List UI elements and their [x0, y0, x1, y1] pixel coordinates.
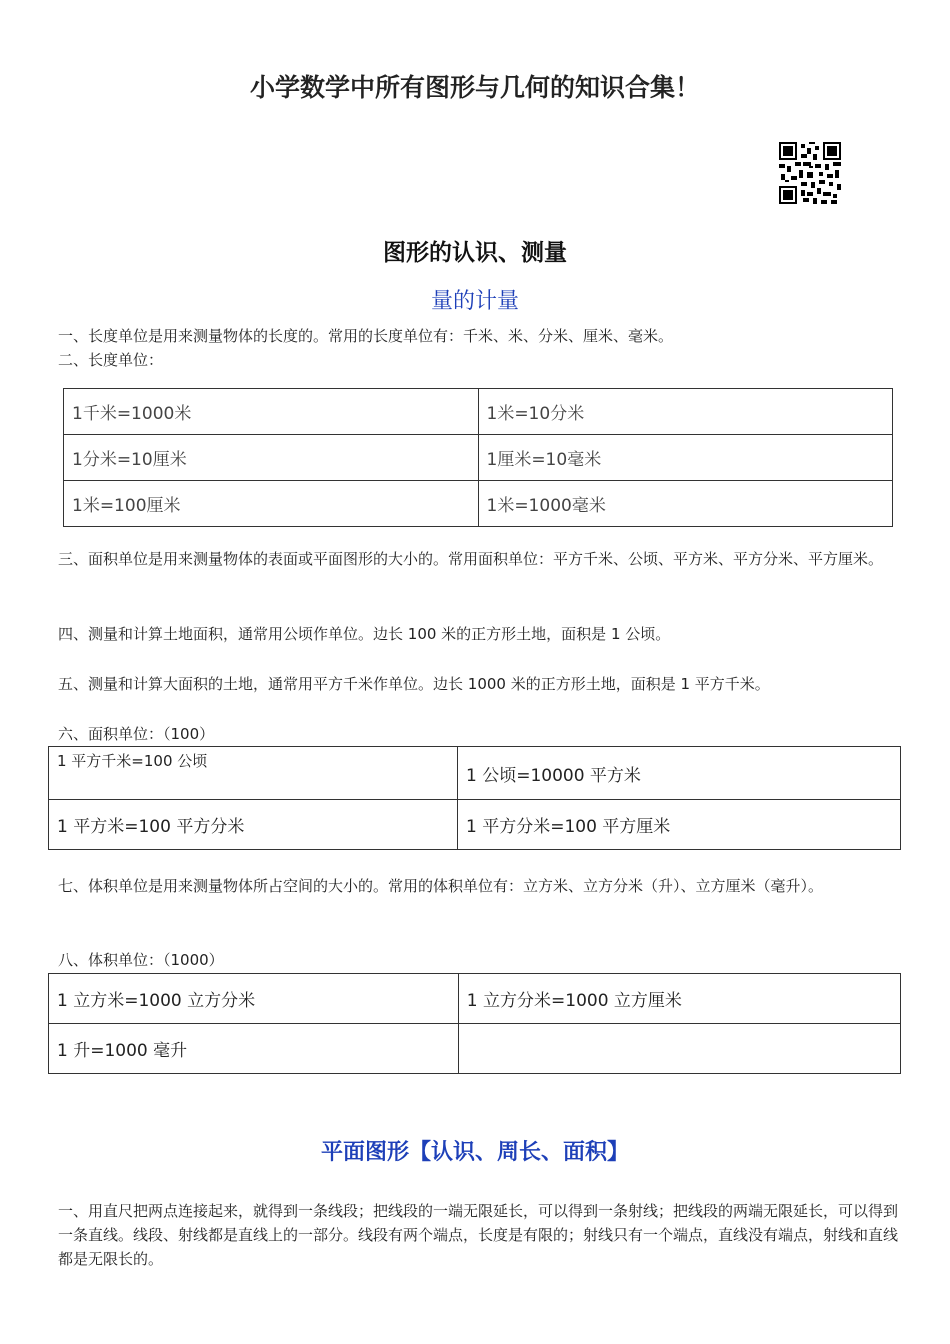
- table-cell: 1厘米=10毫米: [478, 435, 893, 481]
- table-row: [49, 747, 901, 800]
- length-units-table: [63, 388, 893, 527]
- subsection-title-measurement: 量的计量: [430, 289, 519, 314]
- page-title: 小学数学中所有图形与几何的知识合集！: [249, 73, 700, 102]
- table-cell: 1 平方米=100 平方分米: [49, 800, 458, 850]
- paragraph-6: 六、面积单位：（100）: [58, 725, 215, 743]
- table-row: [49, 1024, 901, 1074]
- table-row: [49, 800, 901, 850]
- section-title: 图形的认识、测量: [383, 240, 567, 266]
- table-cell: 1 平方分米=100 平方厘米: [457, 800, 900, 850]
- qr-code-icon: [779, 142, 841, 204]
- table-cell: [458, 1024, 900, 1074]
- table-row: [49, 974, 901, 1024]
- paragraph-7: 七、体积单位是用来测量物体所占空间的大小的。常用的体积单位有：立方米、立方分米（升）、立方厘米（毫升）。: [58, 877, 824, 895]
- paragraph-2: 二、长度单位：: [58, 351, 164, 369]
- paragraph-9: 一、用直尺把两点连接起来，就得到一条线段；把线段的一端无限延长，可以得到一条射线；把线段的两端无限延长，可以得到一条直线。线段、射线都是直线上的一部分。线段有两个端点，长度是有限的；射线只有一个端点，直线没有端点，射线和直线都是无限长的。: [58, 1202, 899, 1268]
- paragraph-3: 三、面积单位是用来测量物体的表面或平面图形的大小的。常用面积单位：平方千米、公顷、平方米、平方分米、平方厘米。: [58, 550, 884, 568]
- table-cell: 1 立方分米=1000 立方厘米: [458, 974, 900, 1024]
- table-cell: 1分米=10厘米: [64, 435, 479, 481]
- table-row: [64, 481, 893, 527]
- table-cell: 1 立方米=1000 立方分米: [49, 974, 459, 1024]
- table-row: [64, 435, 893, 481]
- subsection-title-plane-figures: 平面图形【认识、周长、面积】: [320, 1140, 629, 1165]
- table-cell: 1 公顷=10000 平方米: [457, 747, 900, 800]
- paragraph-1: 一、长度单位是用来测量物体的长度的。常用的长度单位有：千米、米、分米、厘米、毫米。: [58, 327, 674, 345]
- table-cell: 1 升=1000 毫升: [49, 1024, 459, 1074]
- table-cell: 1米=10分米: [478, 389, 893, 435]
- paragraph-8: 八、体积单位：（1000）: [58, 951, 224, 969]
- area-units-table: [48, 746, 901, 850]
- table-cell: 1米=1000毫米: [478, 481, 893, 527]
- paragraph-5: 五、测量和计算大面积的土地，通常用平方千米作单位。边长 1000 米的正方形土地，面积是 1 平方千米。: [58, 675, 770, 693]
- table-cell: 1 平方千米=100 公顷: [49, 747, 458, 800]
- table-cell: 1米=100厘米: [64, 481, 479, 527]
- table-cell: 1千米=1000米: [64, 389, 479, 435]
- volume-units-table: [48, 973, 901, 1074]
- paragraph-4: 四、测量和计算土地面积，通常用公顷作单位。边长 100 米的正方形土地，面积是 1 公顷。: [58, 625, 671, 643]
- table-row: [64, 389, 893, 435]
